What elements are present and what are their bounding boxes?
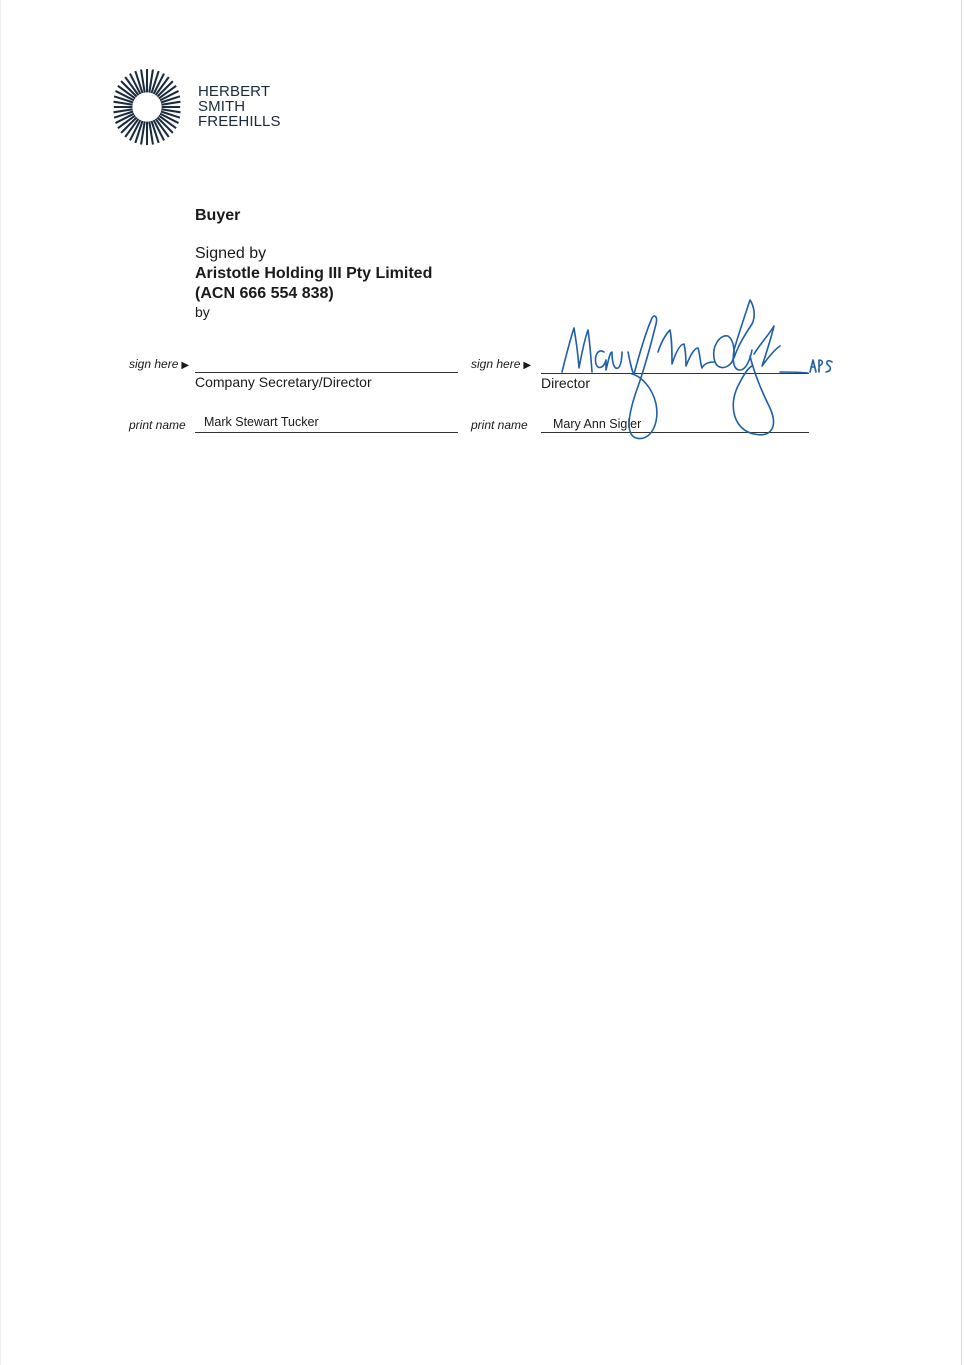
entity-acn: (ACN 666 554 838) (195, 285, 334, 302)
left-print-name-value: Mark Stewart Tucker (204, 415, 319, 429)
left-print-name-line (195, 432, 458, 433)
logo-line-1: HERBERT (198, 83, 271, 100)
section-heading: Buyer (195, 207, 241, 224)
right-print-name-value: Mary Ann Sigler (553, 417, 642, 431)
logo-line-3: FREEHILLS (198, 113, 281, 130)
page-edge-left (0, 0, 1, 1365)
left-role-label: Company Secretary/Director (195, 374, 372, 390)
entity-name: Aristotle Holding III Pty Limited (195, 265, 433, 282)
handwritten-signature (548, 296, 838, 446)
right-role-label: Director (541, 375, 591, 391)
left-print-name-label: print name (129, 418, 186, 432)
right-print-name-label: print name (471, 418, 528, 432)
right-sign-here-label: sign here ▶ (471, 357, 532, 371)
firm-logo-icon (108, 66, 186, 148)
left-signature-line[interactable] (195, 372, 458, 373)
left-sign-here-label: sign here ▶ (129, 357, 190, 371)
signed-by-text: Signed by (195, 245, 267, 262)
firm-logo-wordmark (198, 84, 281, 129)
by-text: by (195, 304, 210, 320)
page-edge-right (961, 0, 962, 1365)
logo-line-2: SMITH (198, 98, 246, 115)
